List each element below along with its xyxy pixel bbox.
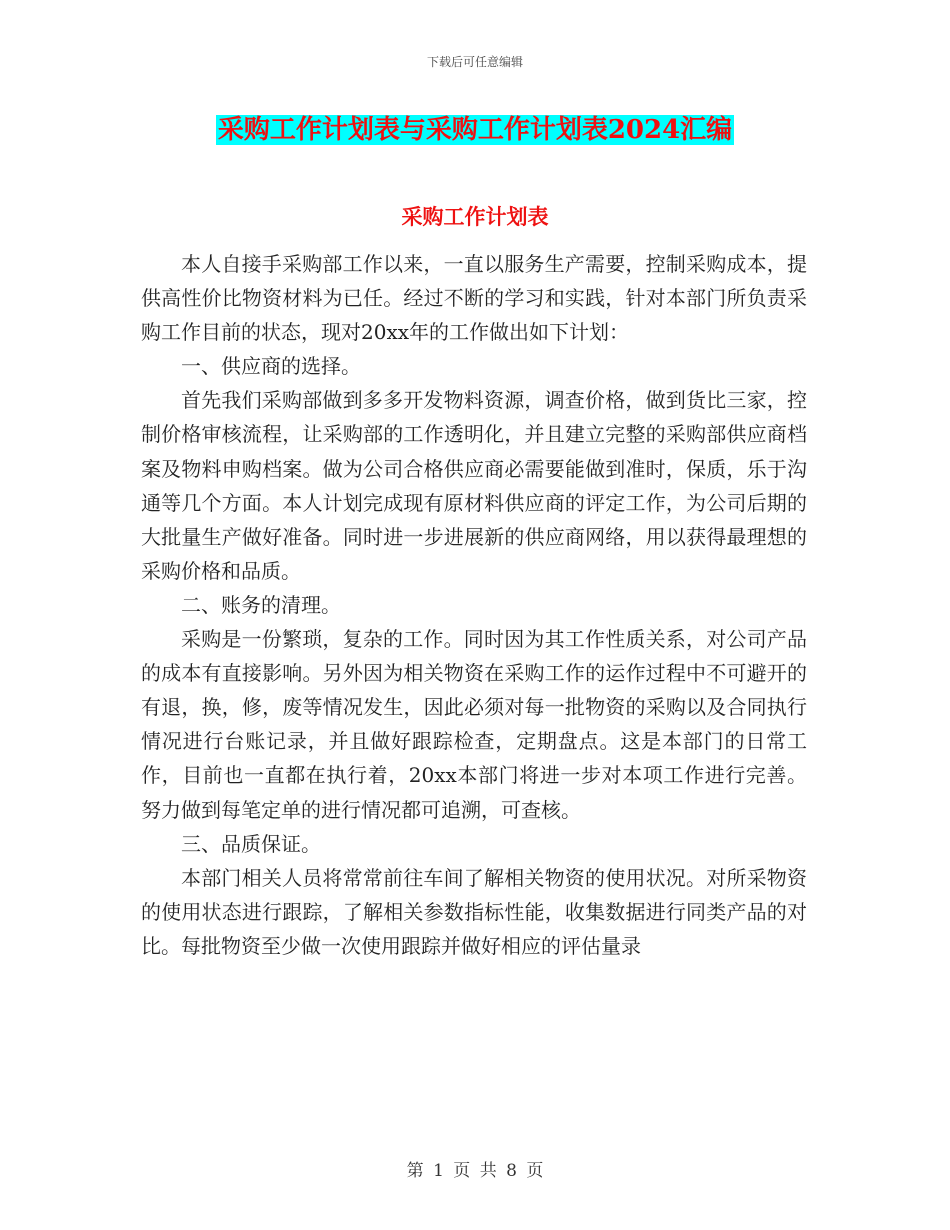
document-title-text: 采购工作计划表与采购工作计划表2024汇编 (217, 115, 733, 145)
subheading-quality: 三、品质保证。 (181, 831, 321, 856)
body-paragraph: 本部门相关人员将常常前往车间了解相关物资的使用状况。对所采物资的使用状态进行跟踪，了解相关参数指标性能，收集数据进行同类产品的对比。每批物资至少做一次使用跟踪并做好相应的评估量录 (141, 865, 807, 958)
section-title: 采购工作计划表 (401, 204, 549, 229)
body-paragraph: 采购是一份繁琐，复杂的工作。同时因为其工作性质关系，对公司产品的成本有直接影响。另外因为相关物资在采购工作的运作过程中不可避开的有退，换，修，废等情况发生，因此必须对每一批物资的采购以及合同执行情况进行台账记录，并且做好跟踪检查，定期盘点。这是本部门的日常工作，目前也一直都在执行着，20xx本部门将进一步对本项工作进行完善。努力做到每笔定单的进行情况都可追溯，可查核。 (141, 627, 807, 822)
document-body (141, 247, 807, 963)
body-paragraph: 本人自接手采购部工作以来，一直以服务生产需要，控制采购成本，提供高性价比物资材料为已任。经过不断的学习和实践，针对本部门所负责采购工作目前的状态，现对20xx年的工作做出如下计划： (141, 252, 807, 345)
document-title (0, 112, 950, 148)
subheading-accounts: 二、账务的清理。 (181, 592, 341, 617)
body-paragraph: 首先我们采购部做到多多开发物料资源，调查价格，做到货比三家，控制价格审核流程，让采购部的工作透明化，并且建立完整的采购部供应商档案及物料申购档案。做为公司合格供应商必需要能做到准时，保质，乐于沟通等几个方面。本人计划完成现有原材料供应商的评定工作，为公司后期的大批量生产做好准备。同时进一步进展新的供应商网络，用以获得最理想的采购价格和品质。 (141, 388, 807, 583)
subheading-suppliers: 一、供应商的选择。 (181, 354, 361, 379)
page-number-footer: 第 1 页 共 8 页 (406, 1161, 544, 1181)
header-note: 下载后可任意编辑 (426, 55, 523, 69)
